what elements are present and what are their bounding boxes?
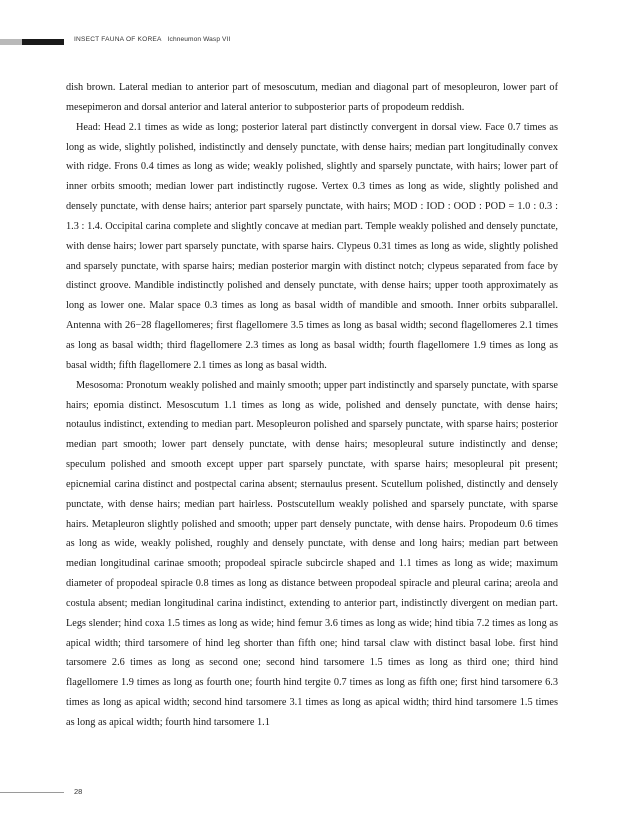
paragraph-head: Head: Head 2.1 times as wide as long; posterior lateral part distinctly convergent in dorsal view. Face 0.7 times as long as wide, slightly polished, indistinctly and densely punctate, with dense hairs; median part longitudinally convex with ridge. Frons 0.4 times as long as wide; weakly polished, slightly and sparsely punctate, with hairs; lower part of inner orbits smooth; median lower part indistinctly rugose. Vertex 0.3 times as long as wide, slightly polished and densely punctate, with dense hairs; anterior part sparsely punctate, with hairs; MOD : IOD : OOD : POD = 1.0 : 0.3 : 1.3 : 1.4. Occipital carina complete and slightly concave at median part. Temple weakly polished and densely punctate, with dense hairs; lower part sparsely punctate, with sparse hairs. Clypeus 0.31 times as long as wide, slightly polished and sparsely punctate, with sparse hairs; median posterior margin with distinct notch; clypeus separated from face by distinct groove. Mandible indistinctly polished and densely punctate, with dense hairs; upper tooth approximately as long as lower one. Malar space 0.3 times as long as basal width of mandible and smooth. Inner orbits subparallel. Antenna with 26−28 flagellomeres; first flagellomere 3.5 times as long as basal width; second flagellomeres 2.1 times as long as basal width; third flagellomere 2.3 times as long as basal width; fourth flagellomere 1.9 times as long as basal width; fifth flagellomere 2.1 times as long as basal width. xyxy=(66,121,558,371)
header-accent-bar-dark xyxy=(22,39,64,45)
header-volume-title: Ichneumon Wasp VII xyxy=(167,36,231,43)
header-accent-bar-light xyxy=(0,39,22,45)
paragraph-mesosoma: Mesosoma: Pronotum weakly polished and mainly smooth; upper part indistinctly and sparsely punctate, with sparse hairs; epomia distinct. Mesoscutum 1.1 times as long as wide, polished and densely punctate, with dense hairs; notaulus indistinct, extending to median part. Mesopleuron polished and sparsely punctate, with sparse hairs; posterior median part smooth; lower part densely punctate, with dense hairs; mesopleural suture indistinctly and dense; speculum polished and smooth except upper part sparsely punctate, with sparse hairs; mesopleural pit present; epicnemial carina distinct and postpectal carina absent; sternaulus present. Scutellum polished, distinctly and densely punctate, with dense hairs; median part hairless. Postscutellum weakly polished and sparsely punctate, with sparse hairs. Metapleuron slightly polished and smooth; upper part densely punctate, with dense hairs. Propodeum 0.6 times as long as wide, weakly polished, roughly and densely punctate, with dense and long hairs; median part between median longitudinal carinae smooth; propodeal spiracle subcircle shaped and 1.1 times as long as wide; maximum diameter of propodeal spiracle 0.8 times as long as distance between propodeal spiracle and pleural carina; areola and costula absent; median longitudinal carina indistinct, extending to anterior part, indistinctly divergent on median part. Legs slender; hind coxa 1.5 times as long as wide; hind femur 3.6 times as long as wide; hind tibia 7.2 times as long as apical width; third tarsomere of hind leg shorter than fifth one; hind tarsal claw with distinct basal lobe. first hind tarsomere 2.6 times as long as second one; second hind tarsomere 1.5 times as long as third one; third hind flagellomere 1.9 times as long as fourth one; fourth hind tergite 0.7 times as long as fifth one; first hind tarsomere 6.3 times as long as apical width; second hind tarsomere 3.1 times as long as apical width; third hind tarsomere 1.5 times as long as apical width; fourth hind tarsomere 1.1 xyxy=(66,379,558,728)
paragraph-continuation: dish brown. Lateral median to anterior part of mesoscutum, median and diagonal part of mesopleuron, lower part of mesepimeron and dorsal anterior and lateral anterior to subposterior parts of propodeum reddish. xyxy=(66,82,558,113)
header-series-title: INSECT FAUNA OF KOREA xyxy=(74,36,162,43)
running-header xyxy=(74,36,230,43)
page-number: 28 xyxy=(74,787,83,796)
footer-rule xyxy=(0,792,64,793)
body-text xyxy=(66,78,558,733)
